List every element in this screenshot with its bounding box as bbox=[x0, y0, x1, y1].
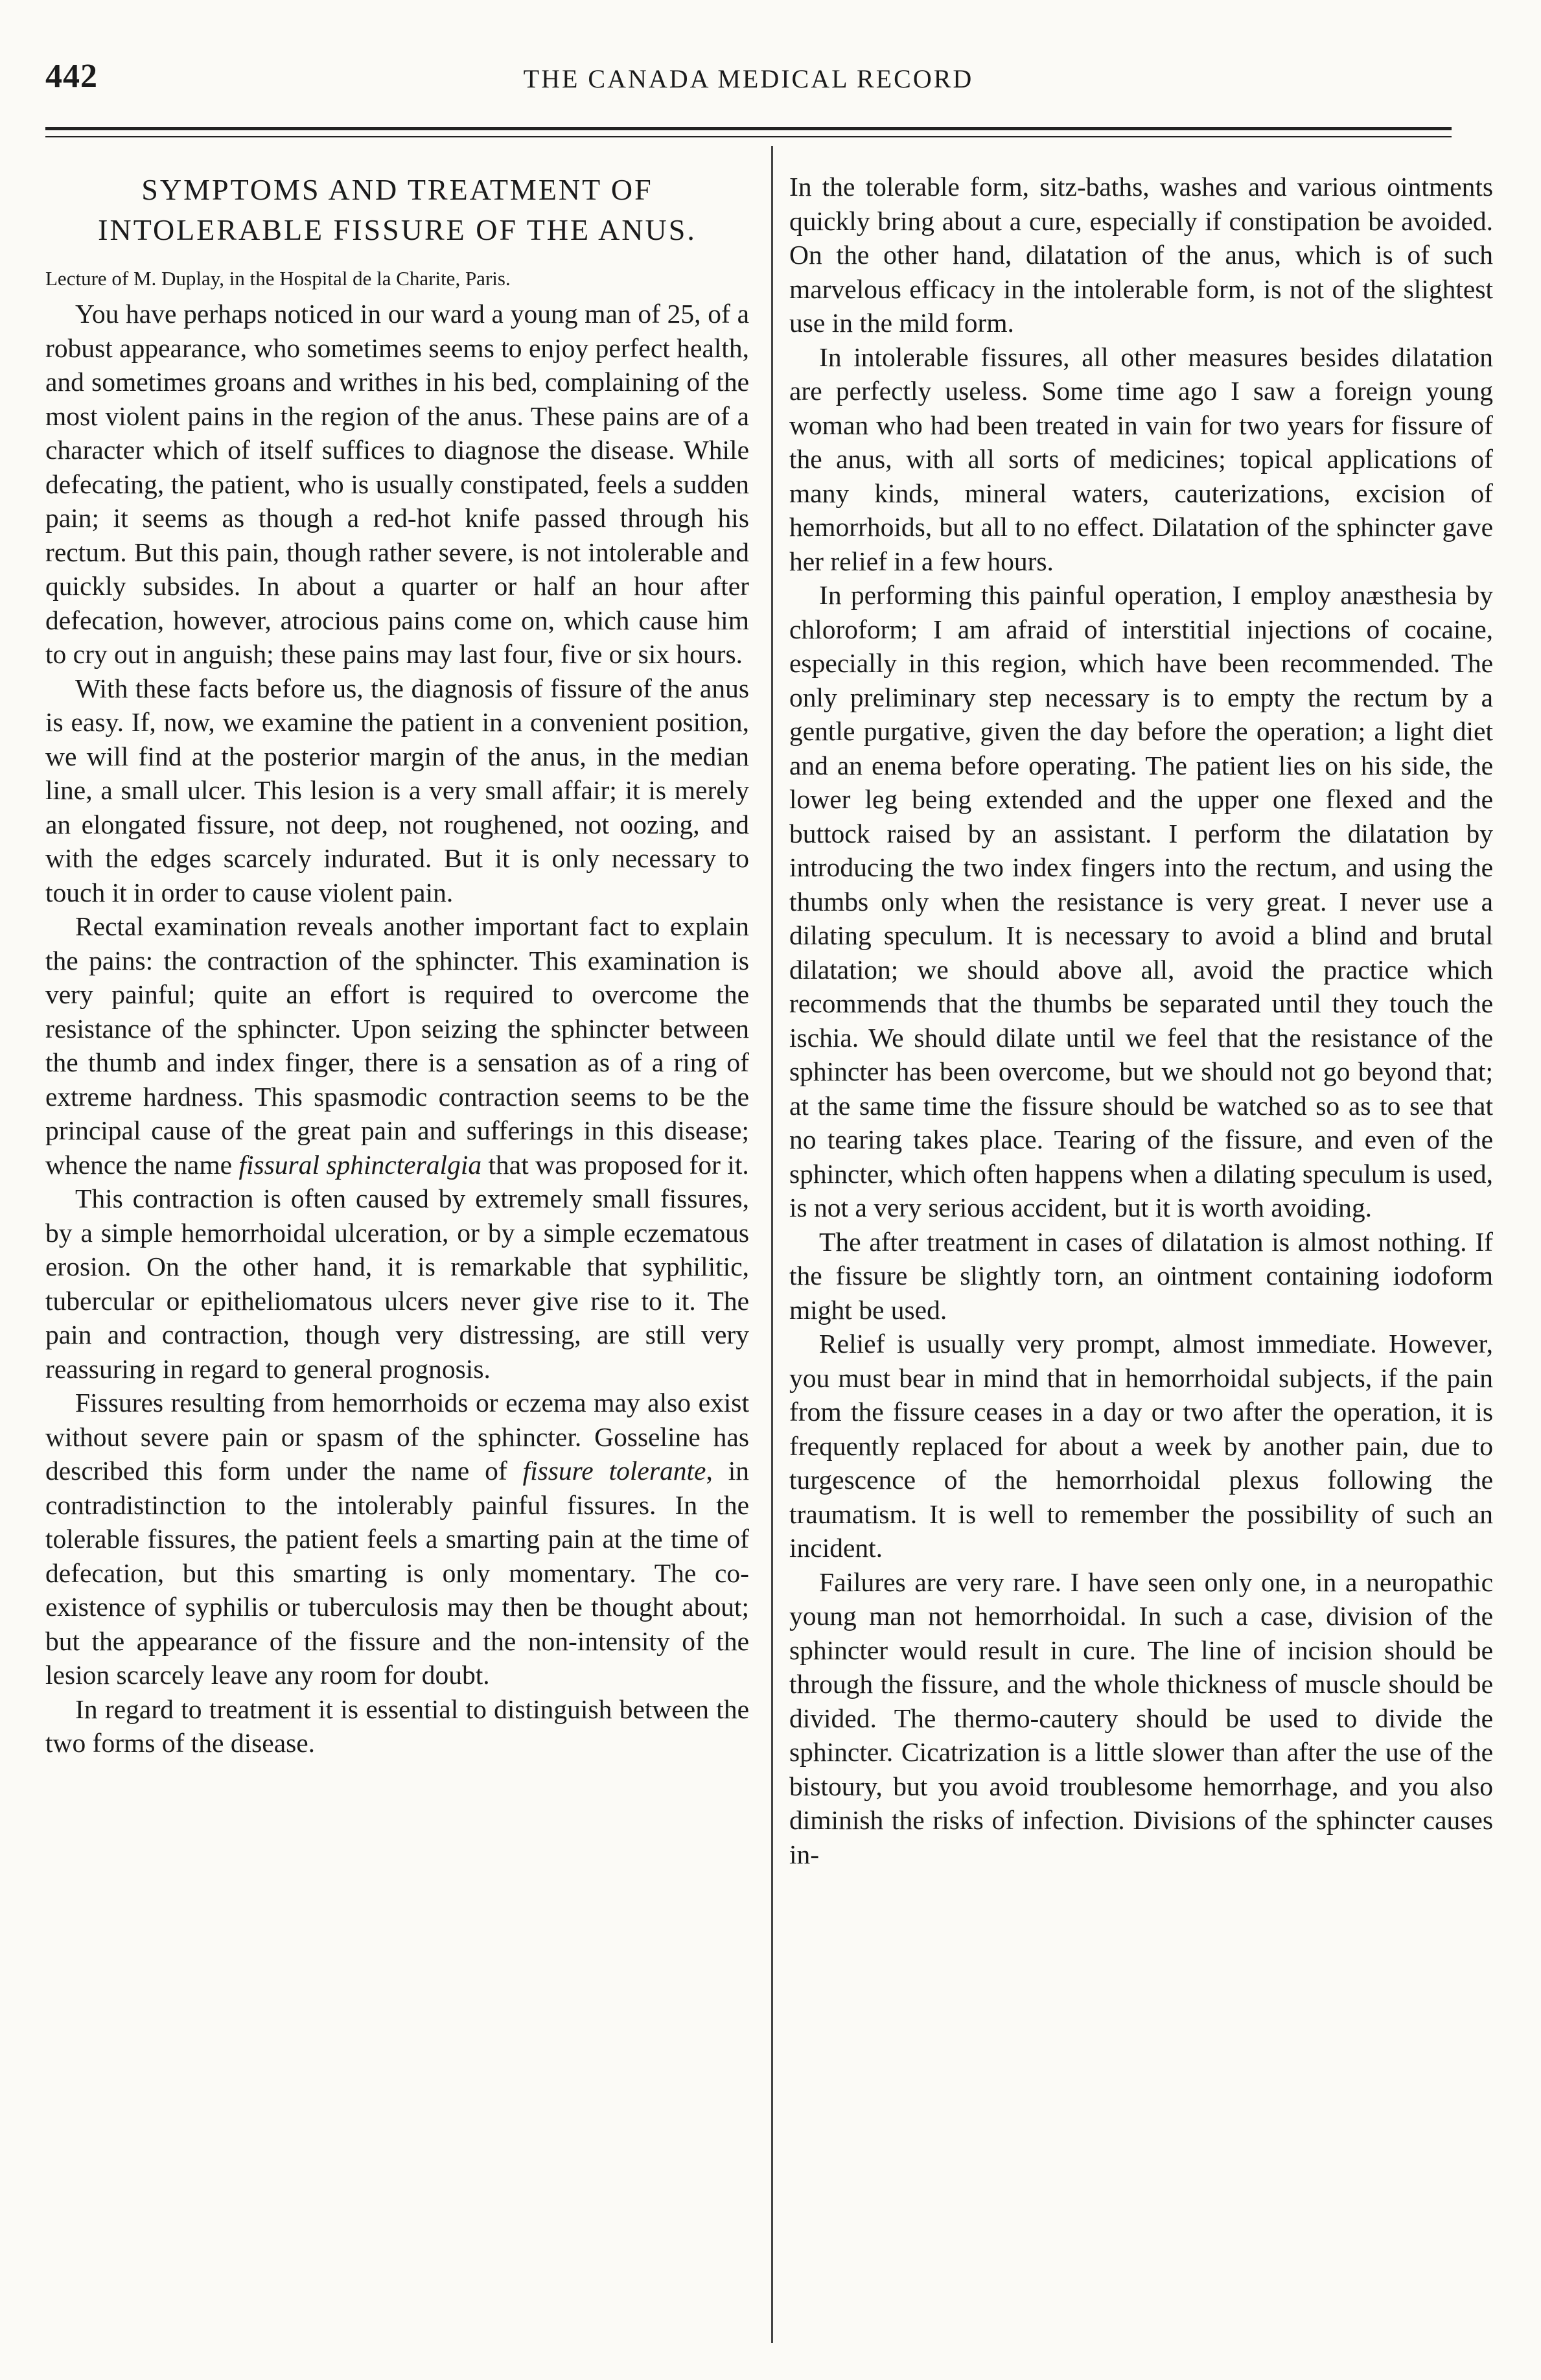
right-column bbox=[789, 170, 1493, 1871]
right-paragraph-4: The after treatment in cases of dilatation is almost nothing. If the fissure be slightly torn, an ointment containing iodoform might be used. bbox=[789, 1226, 1493, 1325]
left-paragraph-5 bbox=[45, 1386, 749, 1692]
left-column bbox=[45, 170, 749, 1760]
paragraph-text: , in contradistinction to the intolerably painful fissures. In the tolerable fissures, the patient feels a smarting pain at the time of defecation, but this smarting is only momentary. The co-existence of syphilis or tuberculosis may then be thought about; but the appearance of the fissure and the non-intensity of the lesion scarcely leave any room for doubt. bbox=[45, 1456, 749, 1690]
article-title: SYMPTOMS AND TREATMENT OF INTOLERABLE FISSURE OF THE ANUS. bbox=[98, 173, 697, 246]
header-rule-thick bbox=[45, 127, 1452, 130]
article-byline: Lecture of M. Duplay, in the Hospital de la Charite, Paris. bbox=[45, 267, 511, 290]
paragraph-text: Rectal examination reveals another important fact to explain the pains: the contraction of the sphincter. This examination is very painful; quite an effort is required to overcome the resistance of the sphincter. Upon seizing the sphincter between the thumb and index finger, there is a sensation as of a ring of extreme hardness. This spasmodic contraction seems to be the principal cause of the great pain and sufferings in this disease; whence the name bbox=[45, 911, 749, 1180]
right-paragraph-5: Relief is usually very prompt, almost immediate. However, you must bear in mind that in hemorrhoidal subjects, if the pain from the fissure ceases in a day or two after the operation, it is frequently replaced for about a week by another pain, due to turgescence of the hemorrhoidal plexus following the traumatism. It is well to remember the possibility of such an incident. bbox=[789, 1329, 1493, 1563]
left-paragraph-3 bbox=[45, 909, 749, 1182]
running-head bbox=[45, 57, 1452, 102]
right-paragraph-6: Failures are very rare. I have seen only one, in a neuropathic young man not hemorrhoidal. In such a case, division of the sphincter would result in cure. The line of incision should be through the fissure, and the whole thickness of muscle should be divided. The thermo-cautery should be used to divide the sphincter. Cicatrization is a little slower than after the use of the bistoury, but you avoid troublesome hemorrhage, and you also diminish the risks of infection. Divisions of the sphincter causes in- bbox=[789, 1567, 1493, 1869]
italic-term: fissural sphincteralgia bbox=[238, 1149, 482, 1180]
journal-title: THE CANADA MEDICAL RECORD bbox=[523, 64, 974, 93]
left-paragraph-6: In regard to treatment it is essential to distinguish between the two forms of the disease. bbox=[45, 1694, 749, 1758]
right-paragraph-2: In intolerable fissures, all other measures besides dilatation are perfectly useless. Some time ago I saw a foreign young woman who had been treated in vain for two years for fissure of the anus, with all sorts of medicines; topical applications of many kinds, mineral waters, cauterizations, excision of hemorrhoids, but all to no effect. Dilatation of the sphincter gave her relief in a few hours. bbox=[789, 342, 1493, 576]
right-paragraph-1: In the tolerable form, sitz-baths, washes and various ointments quickly bring about a cure, especially if constipation be avoided. On the other hand, dilatation of the anus, which is of such marvelous efficacy in the intolerable form, is not of the slightest use in the mild form. bbox=[789, 172, 1493, 338]
column-divider bbox=[771, 146, 773, 2343]
right-paragraph-3: In performing this painful operation, I employ anæsthesia by chloroform; I am afraid of interstitial injections of cocaine, especially in this region, which have been recommended. The only preliminary step necessary is to empty the rectum by a gentle purgative, given the day before the operation; a light diet and an enema before operating. The patient lies on his side, the lower leg being extended and the upper one flexed and the buttock raised by an assistant. I perform the dilatation by introducing the two index fingers into the rectum, and using the thumbs only when the resistance is very great. I never use a dilating speculum. It is necessary to avoid a blind and brutal dilatation; we should above all, avoid the practice which recommends that the thumbs be separated until they touch the ischia. We should dilate until we feel that the resistance of the sphincter has been overcome, but we should not go beyond that; at the same time the fissure should be watched so as to see that no tearing takes place. Tearing of the fissure, and even of the sphincter, which often happens when a dilating speculum is used, is not a very serious accident, but it is worth avoiding. bbox=[789, 580, 1493, 1222]
paragraph-text: that was proposed for it. bbox=[481, 1149, 749, 1180]
left-paragraph-1: You have perhaps noticed in our ward a young man of 25, of a robust appearance, who sometimes seems to enjoy perfect health, and sometimes groans and writhes in his bed, complaining of the most violent pains in the region of the anus. These pains are of a character which of itself suffices to diagnose the disease. While defecating, the patient, who is usually constipated, feels a sudden pain; it seems as though a red-hot knife passed through his rectum. But this pain, though rather severe, is not intolerable and quickly subsides. In about a quarter or half an hour after defecation, however, atrocious pains come on, which cause him to cry out in anguish; these pains may last four, five or six hours. bbox=[45, 299, 749, 669]
header-rule-thin bbox=[45, 136, 1452, 137]
paragraph-text: Fissures resulting from hemorrhoids or eczema may also exist without severe pain or spasm of the sphincter. Gosseline has described this form under the name of bbox=[45, 1388, 749, 1486]
left-paragraph-4: This contraction is often caused by extremely small fissures, by a simple hemorrhoidal ulceration, or by a simple eczematous erosion. On the other hand, it is remarkable that syphilitic, tubercular or epitheliomatous ulcers never give rise to it. The pain and contraction, though very distressing, are still very reassuring in regard to general prognosis. bbox=[45, 1184, 749, 1384]
italic-term: fissure tolerante bbox=[522, 1456, 706, 1486]
left-paragraph-2: With these facts before us, the diagnosis of fissure of the anus is easy. If, now, we examine the patient in a convenient position, we will find at the posterior margin of the anus, in the median line, a small ulcer. This lesion is a very small affair; it is merely an elongated fissure, not deep, not roughened, not oozing, and with the edges scarcely indurated. But it is only necessary to touch it in order to cause violent pain. bbox=[45, 673, 749, 907]
page-number: 442 bbox=[45, 58, 98, 95]
